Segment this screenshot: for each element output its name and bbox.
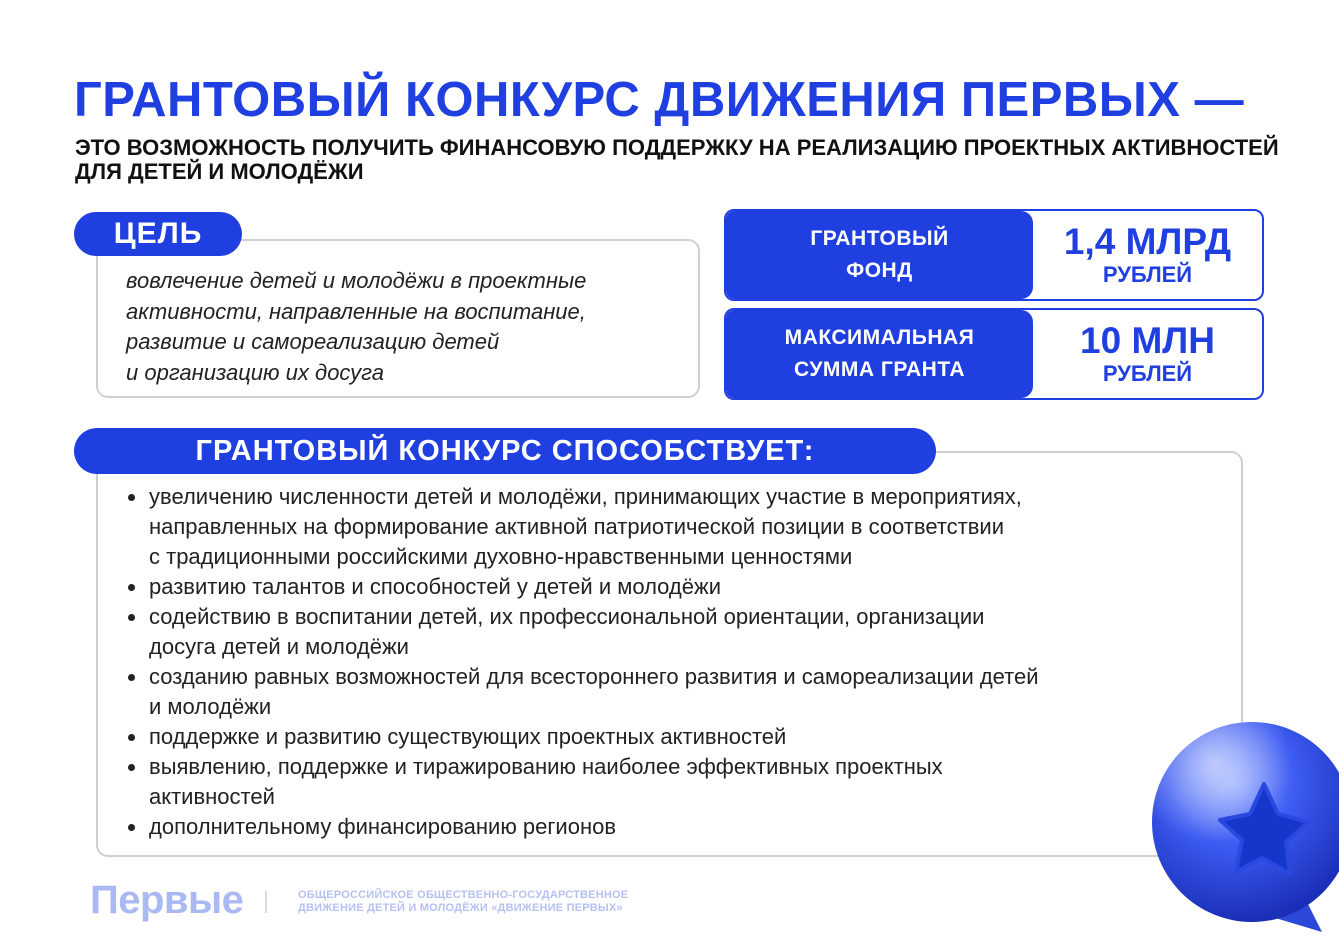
page-title: ГРАНТОВЫЙ КОНКУРС ДВИЖЕНИЯ ПЕРВЫХ — — [74, 73, 1245, 127]
stat-amount: 1,4 МЛРД — [1063, 221, 1232, 262]
goal-line: активности, направленные на воспитание, — [126, 298, 586, 324]
stat-label-line: ГРАНТОВЫЙ — [810, 227, 949, 250]
list-item-line: поддержке и развитию существующих проектных активностей — [149, 724, 787, 749]
footer-logo: Первые — [90, 878, 244, 922]
list-item — [128, 602, 1233, 662]
list-item — [128, 482, 1233, 572]
footer-org-line: ДВИЖЕНИЕ ДЕТЕЙ И МОЛОДЁЖИ «ДВИЖЕНИЕ ПЕРВЫХ» — [298, 902, 623, 914]
goal-line: вовлечение детей и молодёжи в проектные — [126, 268, 587, 293]
list-item-line: содействию в воспитании детей, их профессиональной ориентации, организации — [149, 604, 985, 629]
stat-amount: 10 МЛН — [1080, 320, 1215, 361]
list-item-line: развитию талантов и способностей у детей и молодёжи — [149, 574, 722, 599]
stat-label-line: СУММА ГРАНТА — [793, 358, 965, 381]
grant-fund-card — [724, 209, 1264, 301]
footer-divider — [265, 891, 267, 913]
list-item — [128, 572, 1233, 602]
list-item-line: направленных на формирование активной патриотической позиции в соответствии — [149, 514, 1004, 539]
stat-label-line: МАКСИМАЛЬНАЯ — [784, 326, 975, 349]
list-item-line: выявлению, поддержке и тиражированию наиболее эффективных проектных — [149, 754, 943, 779]
list-item-line: активностей — [149, 784, 275, 809]
max-grant-card — [724, 308, 1264, 400]
bullet-icon — [128, 584, 135, 591]
goal-label: ЦЕЛЬ — [74, 212, 242, 256]
list-item — [128, 662, 1233, 722]
grant-fund-label — [726, 211, 1033, 299]
footer-org-line: ОБЩЕРОССИЙСКОЕ ОБЩЕСТВЕННО-ГОСУДАРСТВЕННОЕ — [298, 889, 629, 901]
goal-line: и организацию их досуга — [126, 359, 385, 385]
page-subtitle: ЭТО ВОЗМОЖНОСТЬ ПОЛУЧИТЬ ФИНАНСОВУЮ ПОДДЕРЖКУ НА РЕАЛИЗАЦИЮ ПРОЕКТНЫХ АКТИВНОСТЕЙ ДЛЯ ДЕТЕЙ И МОЛОДЁЖИ — [75, 135, 1279, 184]
list-item-line: дополнительному финансированию регионов — [149, 814, 617, 839]
star-orb-icon — [1152, 722, 1339, 942]
bullet-icon — [128, 824, 135, 831]
list-item-line: с традиционными российскими духовно-нравственными ценностями — [149, 544, 853, 569]
list-item — [128, 812, 1233, 842]
promotes-list — [128, 482, 1233, 842]
list-item — [128, 752, 1233, 812]
bullet-icon — [128, 734, 135, 741]
stat-unit: РУБЛЕЙ — [1102, 361, 1193, 386]
bullet-icon — [128, 674, 135, 681]
list-item-line: и молодёжи — [149, 694, 272, 719]
max-grant-label — [726, 310, 1033, 398]
bullet-icon — [128, 494, 135, 501]
bullet-icon — [128, 614, 135, 621]
promotes-label: ГРАНТОВЫЙ КОНКУРС СПОСОБСТВУЕТ: — [74, 428, 936, 474]
goal-line: развитие и самореализацию детей — [126, 329, 500, 354]
list-item-line: досуга детей и молодёжи — [149, 634, 409, 659]
footer-org — [298, 889, 738, 915]
list-item-line: созданию равных возможностей для всестороннего развития и самореализации детей — [149, 664, 1039, 689]
grant-fund-value — [1033, 211, 1262, 299]
bullet-icon — [128, 764, 135, 771]
max-grant-value — [1033, 310, 1262, 398]
stat-unit: РУБЛЕЙ — [1102, 262, 1193, 287]
list-item — [128, 722, 1233, 752]
list-item-line: увеличению численности детей и молодёжи, принимающих участие в мероприятиях, — [149, 484, 1022, 509]
goal-text — [126, 266, 686, 388]
stat-label-line: ФОНД — [846, 259, 913, 282]
